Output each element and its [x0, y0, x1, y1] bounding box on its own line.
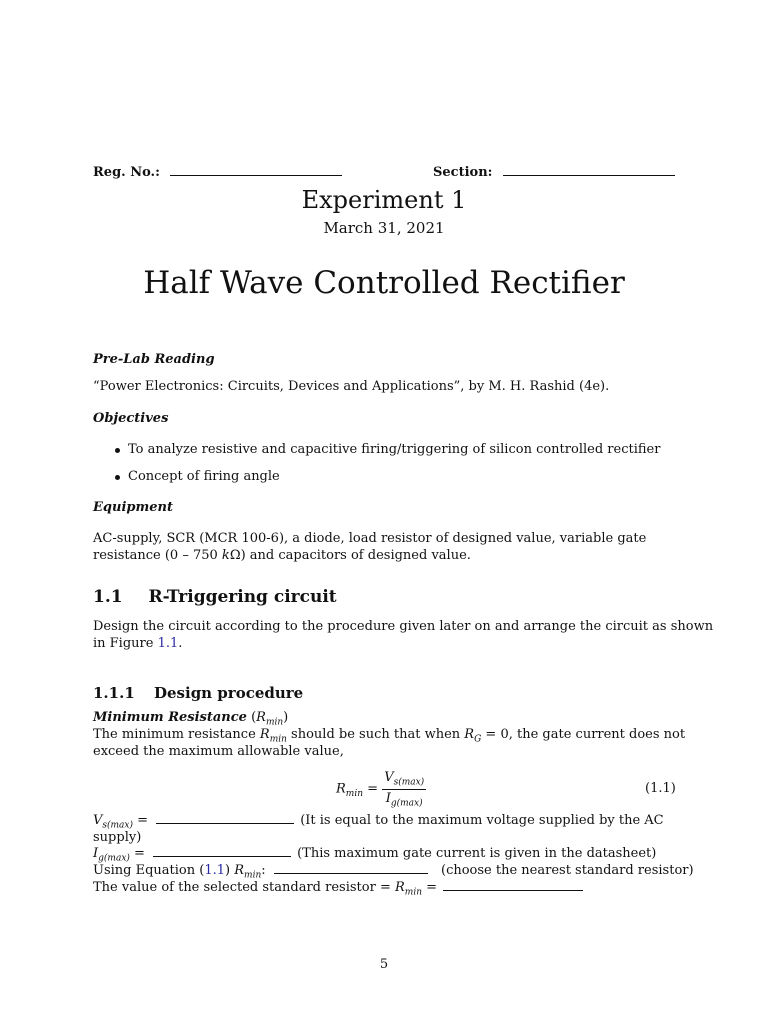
main-title: Half Wave Controlled Rectifier — [143, 265, 625, 301]
ig-subscript: g(max) — [98, 853, 130, 864]
subsection-heading — [93, 684, 303, 702]
equation — [336, 770, 426, 808]
using-colon: : — [261, 863, 266, 878]
bullet-icon — [115, 448, 120, 453]
vs-subscript: s(max) — [102, 820, 134, 831]
eq-den-sub: g(max) — [390, 798, 423, 809]
min-res-heading-row — [93, 710, 288, 728]
objective-item-2: Concept of firing angle — [128, 469, 280, 484]
min-res-text-c: = 0, the gate current does not — [481, 727, 686, 742]
experiment-date: March 31, 2021 — [323, 219, 445, 237]
selected-resistor-blank — [443, 889, 583, 891]
section-heading — [93, 587, 337, 607]
equipment-line-2-a: resistance (0 – 750 — [93, 548, 222, 563]
min-res-heading: Minimum Resistance — [93, 710, 247, 725]
ig-symbol: I — [93, 846, 99, 861]
ig-note: (This maximum gate current is given in the datasheet) — [297, 846, 657, 861]
eq-num-v: V — [384, 770, 394, 785]
equipment-line-1: AC-supply, SCR (MCR 100-6), a diode, load resistor of designed value, variable gate — [93, 531, 647, 546]
section-label: Section: — [433, 165, 493, 180]
objectives-heading: Objectives — [93, 411, 169, 426]
paren-open: ( — [246, 710, 257, 725]
ig-max-blank — [153, 855, 291, 857]
prelab-text: “Power Electronics: Circuits, Devices and Applications”, by M. H. Rashid (4e). — [93, 379, 610, 394]
equipment-k: k — [221, 548, 230, 563]
eq-fraction — [382, 770, 426, 808]
bullet-icon — [115, 475, 120, 480]
using-min-subscript: min — [244, 870, 262, 881]
equipment-line-2-b: Ω) and capacitors of designed value. — [229, 548, 471, 563]
eq-lhs-sub: min — [345, 789, 364, 800]
ig-equals: = — [129, 846, 150, 861]
using-equation-row — [93, 863, 428, 881]
min-res-text-a: The minimum resistance — [93, 727, 260, 742]
section-number: 1.1 — [93, 587, 123, 607]
min-res-line-2: exceed the maximum allowable value, — [93, 744, 344, 759]
vs-note-continued: supply) — [93, 830, 142, 845]
reg-no-label: Reg. No.: — [93, 165, 160, 180]
equation-number: (1.1) — [645, 781, 676, 796]
using-r-symbol: R — [234, 863, 245, 878]
vs-max-blank — [156, 822, 294, 824]
r-symbol: R — [256, 710, 266, 725]
min-res-line-1 — [93, 727, 685, 745]
eq-equals: = — [363, 781, 383, 797]
r-symbol: R — [259, 727, 270, 742]
vs-equals: = — [133, 813, 153, 828]
eq-den-i: I — [385, 790, 391, 806]
selected-r-symbol: R — [394, 880, 405, 895]
section-para-line-1: Design the circuit according to the procedure given later on and arrange the circuit as shown — [93, 619, 714, 634]
section-para-text: in Figure — [93, 636, 158, 651]
using-text-b: ) — [225, 863, 235, 878]
using-text-a: Using Equation ( — [93, 863, 205, 878]
vs-note: (It is equal to the maximum voltage supplied by the AC — [300, 813, 664, 828]
eq-lhs-r: R — [336, 781, 346, 797]
min-subscript: min — [265, 717, 284, 728]
min-subscript: min — [269, 734, 287, 745]
equipment-heading: Equipment — [93, 500, 173, 515]
section-para-line-2 — [93, 636, 182, 651]
page-number: 5 — [379, 957, 389, 972]
objective-item-1: To analyze resistive and capacitive firing/triggering of silicon controlled rectifier — [128, 442, 661, 457]
eq-denominator — [384, 790, 425, 809]
eq-numerator — [382, 770, 426, 790]
subsection-title: Design procedure — [154, 684, 304, 702]
rmin-blank — [274, 872, 428, 874]
reg-no-row — [93, 165, 342, 180]
selected-equals: = — [422, 880, 438, 895]
vs-symbol: V — [93, 813, 103, 828]
using-note: (choose the nearest standard resistor) — [441, 863, 694, 878]
rg-symbol: R — [464, 727, 475, 742]
experiment-title: Experiment 1 — [301, 186, 467, 214]
section-blank — [503, 174, 675, 176]
equation-link[interactable]: 1.1 — [204, 863, 226, 878]
selected-text: The value of the selected standard resistor = — [93, 880, 395, 895]
selected-min-subscript: min — [404, 887, 422, 898]
g-subscript: G — [474, 734, 482, 745]
reg-no-blank — [170, 174, 342, 176]
eq-num-sub: s(max) — [393, 777, 425, 788]
paren-close: ) — [283, 710, 289, 725]
section-title: R-Triggering circuit — [148, 587, 337, 607]
vs-max-row — [93, 813, 664, 831]
section-row — [433, 165, 675, 180]
prelab-heading: Pre-Lab Reading — [93, 352, 215, 367]
section-para-period: . — [178, 636, 183, 651]
selected-resistor-row — [93, 880, 583, 898]
figure-link[interactable]: 1.1 — [157, 636, 179, 651]
min-res-text-b: should be such that when — [286, 727, 465, 742]
equipment-line-2 — [93, 548, 471, 563]
ig-max-row — [93, 846, 656, 864]
subsection-number: 1.1.1 — [93, 684, 135, 702]
